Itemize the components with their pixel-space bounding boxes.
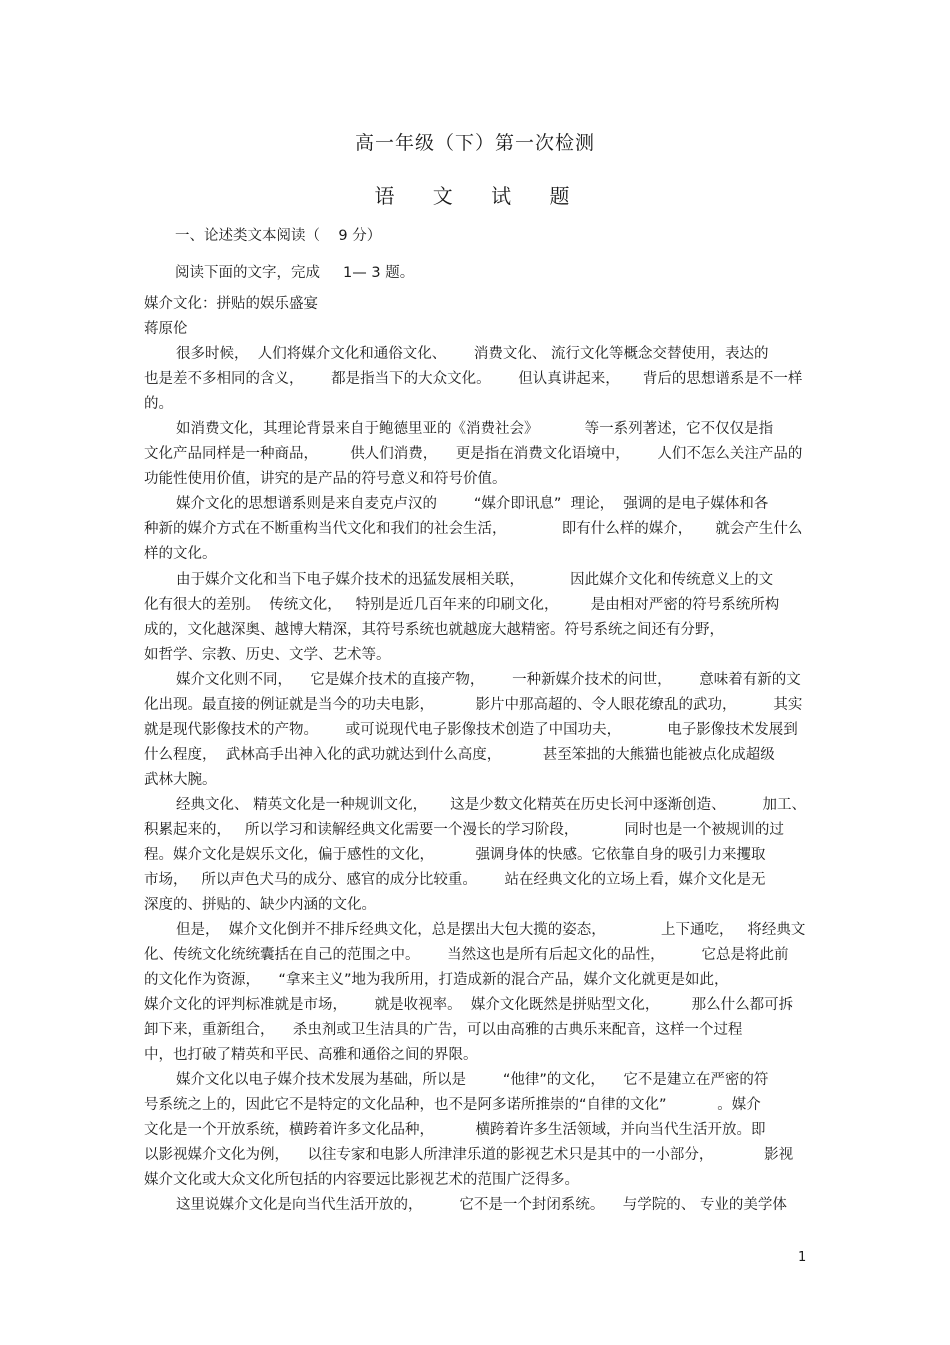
body-line: 化有很大的差别。 传统文化， 特别是近几百年来的印刷文化， 是由相对严密的符号系统所构 bbox=[144, 597, 780, 613]
body-line: 媒介文化或大众文化所包括的内容要远比影视艺术的范围广泛得多。 bbox=[144, 1172, 579, 1188]
body-line: 也是差不多相同的含义， 都是指当下的大众文化。 但认真讲起来， 背后的思想谱系是不一样 bbox=[144, 371, 803, 387]
exam-subtitle: 语 文 试 题 bbox=[374, 184, 586, 208]
body-line: 文化是一个开放系统，横跨着许多文化品种， 横跨着许多生活领域，并向当代生活开放。即 bbox=[144, 1122, 766, 1138]
body-line: 如消费文化，其理论背景来自于鲍德里亚的《消费社会》 等一系列著述，它不仅仅是指 bbox=[176, 421, 774, 437]
body-line: 但是， 媒介文化倒并不排斥经典文化，总是摆出大包大揽的姿态， 上下通吃， 将经典文 bbox=[176, 922, 806, 938]
body-line: 的文化作为资源， “拿来主义”地为我所用，打造成新的混合产品，媒介文化就更是如此， bbox=[144, 972, 729, 988]
article-title: 媒介文化：拼贴的娱乐盛宴 bbox=[144, 296, 318, 312]
body-line: 媒介文化的评判标准就是市场， 就是收视率。 媒介文化既然是拼贴型文化， 那么什么都可拆 bbox=[144, 997, 794, 1013]
body-line: 的。 bbox=[144, 396, 173, 412]
body-line: 化、传统文化统统囊括在自己的范围之中。 当然这也是所有后起文化的品性， 它总是将此前 bbox=[144, 947, 789, 963]
body-line: 媒介文化以电子媒介技术发展为基础，所以是 “他律”的文化， 它不是建立在严密的符 bbox=[176, 1072, 769, 1088]
body-line: 程。媒介文化是娱乐文化，偏于感性的文化， 强调身体的快感。它依靠自身的吸引力来攫取 bbox=[144, 847, 766, 863]
body-line: 文化产品同样是一种商品， 供人们消费， 更是指在消费文化语境中， 人们不怎么关注产品的 bbox=[144, 446, 803, 462]
body-line: 很多时候， 人们将媒介文化和通俗文化、 消费文化、 流行文化等概念交替使用，表达的 bbox=[176, 346, 769, 362]
page-number: 1 bbox=[798, 1250, 807, 1265]
article-author: 蒋原伦 bbox=[144, 321, 188, 337]
body-line: 媒介文化则不同， 它是媒介技术的直接产物， 一种新媒介技术的问世， 意味着有新的文 bbox=[176, 672, 801, 688]
body-line: 成的，文化越深奥、越博大精深，其符号系统也就越庞大越精密。符号系统之间还有分野， bbox=[144, 622, 724, 638]
body-line: 中，也打破了精英和平民、高雅和通俗之间的界限。 bbox=[144, 1047, 478, 1063]
body-line: 以影视媒介文化为例， 以往专家和电影人所津津乐道的影视艺术只是其中的一小部分， 影视 bbox=[144, 1147, 794, 1163]
body-line: 媒介文化的思想谱系则是来自麦克卢汉的 “媒介即讯息” 理论， 强调的是电子媒体和各 bbox=[176, 496, 769, 512]
body-line: 经典文化、 精英文化是一种规训文化， 这是少数文化精英在历史长河中逐渐创造、 加工、 bbox=[176, 797, 807, 813]
body-line: 如哲学、宗教、历史、文学、艺术等。 bbox=[144, 647, 391, 663]
body-line: 深度的、拼贴的、缺少内涵的文化。 bbox=[144, 897, 376, 913]
body-line: 什么程度， 武林高手出神入化的武功就达到什么高度， 甚至笨拙的大熊猫也能被点化成超级 bbox=[144, 747, 775, 763]
body-line: 市场， 所以声色犬马的成分、感官的成分比较重。 站在经典文化的立场上看，媒介文化是无 bbox=[144, 872, 766, 888]
body-line: 由于媒介文化和当下电子媒介技术的迅猛发展相关联， 因此媒介文化和传统意义上的文 bbox=[176, 572, 774, 588]
body-line: 卸下来，重新组合， 杀虫剂或卫生洁具的广告，可以由高雅的古典乐来配音，这样一个过程 bbox=[144, 1022, 743, 1038]
body-line: 武林大腕。 bbox=[144, 772, 217, 788]
body-line: 这里说媒介文化是向当代生活开放的， 它不是一个封闭系统。 与学院的、 专业的美学体 bbox=[176, 1197, 787, 1213]
body-line: 号系统之上的，因此它不是特定的文化品种，也不是阿多诺所推崇的“自律的文化” 。媒介 bbox=[144, 1097, 761, 1113]
body-line: 就是现代影像技术的产物。 或可说现代电子影像技术创造了中国功夫， 电子影像技术发展到 bbox=[144, 722, 798, 738]
section-instruction: 阅读下面的文字，完成 1— 3 题。 bbox=[175, 265, 415, 281]
section-heading: 一、论述类文本阅读（ 9 分） bbox=[175, 228, 382, 244]
body-line: 样的文化。 bbox=[144, 546, 217, 562]
body-line: 种新的媒介方式在不断重构当代文化和我们的社会生活， 即有什么样的媒介， 就会产生什么 bbox=[144, 521, 803, 537]
exam-title: 高一年级（下）第一次检测 bbox=[354, 132, 595, 154]
body-line: 化出现。最直接的例证就是当今的功夫电影， 影片中那高超的、令人眼花缭乱的武功， 其实 bbox=[144, 697, 803, 713]
body-line: 功能性使用价值，讲究的是产品的符号意义和符号价值。 bbox=[144, 471, 507, 487]
body-line: 积累起来的， 所以学习和读解经典文化需要一个漫长的学习阶段， 同时也是一个被规训的过 bbox=[144, 822, 784, 838]
